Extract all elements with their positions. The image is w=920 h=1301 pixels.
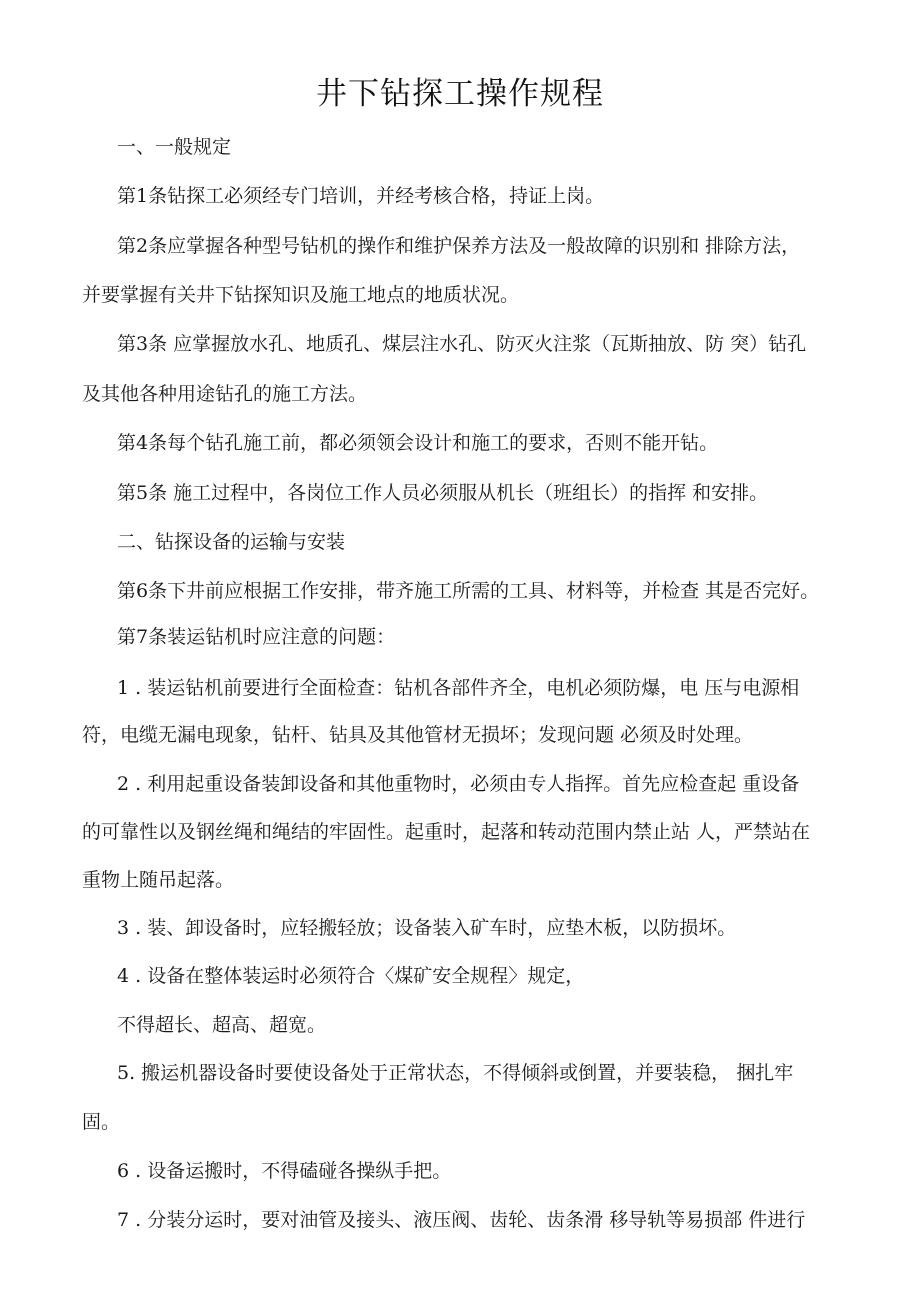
list-item-line: 3 . 装、卸设备时，应轻搬轻放；设备装入矿车时，应垫木板，以防损坏。 xyxy=(117,917,737,939)
paragraph-line: 第1条钻探工必须经专门培训，并经考核合格，持证上岗。 xyxy=(117,185,605,207)
paragraph-line: 第2条应掌握各种型号钻机的操作和维护保养方法及一般故障的识别和 排除方法， xyxy=(117,235,801,257)
list-item-line: 6 . 设备运搬时，不得磕碰各操纵手把。 xyxy=(117,1160,452,1182)
list-item-line: 的可靠性以及钢丝绳和绳结的牢固性。起重时，起落和转动范围内禁止站 人，严禁站在 xyxy=(82,821,811,843)
paragraph-line: 第5条 施工过程中，各岗位工作人员必须服从机长（班组长）的指挥 和安排。 xyxy=(117,482,769,504)
section-heading-general: 一、一般规定 xyxy=(117,136,232,158)
list-item-line: 7 . 分装分运时，要对油管及接头、液压阀、齿轮、齿条滑 移导轨等易损部 件进行 xyxy=(117,1209,806,1231)
list-item-line: 重物上随吊起落。 xyxy=(82,869,235,891)
paragraph-line: 并要掌握有关井下钻探知识及施工地点的地质状况。 xyxy=(82,284,520,306)
list-item-line: 4 . 设备在整体装运时必须符合〈煤矿安全规程〉规定， xyxy=(117,965,585,987)
list-item-line: 不得超长、超高、超宽。 xyxy=(117,1014,327,1036)
section-heading-transport: 二、钻探设备的运输与安装 xyxy=(117,531,346,553)
list-item-line: 符，电缆无漏电现象，钻杆、钻具及其他管材无损坏；发现问题 必须及时处理。 xyxy=(82,724,754,746)
list-item-line: 5. 搬运机器设备时要使设备处于正常状态，不得倾斜或倒置，并要装稳， 捆扎牢 xyxy=(117,1062,794,1084)
paragraph-line: 第7条装运钻机时应注意的问题： xyxy=(117,626,396,648)
paragraph-line: 及其他各种用途钻孔的施工方法。 xyxy=(82,383,368,405)
list-item-line: 1 . 装运钻机前要进行全面检查：钻机各部件齐全，电机必须防爆，电 压与电源相 xyxy=(117,677,800,699)
paragraph-line: 第6条下井前应根据工作安排，带齐施工所需的工具、材料等，并检查 其是否完好。 xyxy=(117,580,820,602)
document-title: 井下钻探工操作规程 xyxy=(316,76,604,112)
list-item-line: 固。 xyxy=(82,1111,121,1133)
list-item-line: 2 . 利用起重设备装卸设备和其他重物时，必须由专人指挥。首先应检查起 重设备 xyxy=(117,773,800,795)
paragraph-line: 第3条 应掌握放水孔、地质孔、煤层注水孔、防灭火注浆（瓦斯抽放、防 突）钻孔 xyxy=(117,333,807,355)
paragraph-line: 第4条每个钻孔施工前，都必须领会设计和施工的要求，否则不能开钻。 xyxy=(117,432,719,454)
